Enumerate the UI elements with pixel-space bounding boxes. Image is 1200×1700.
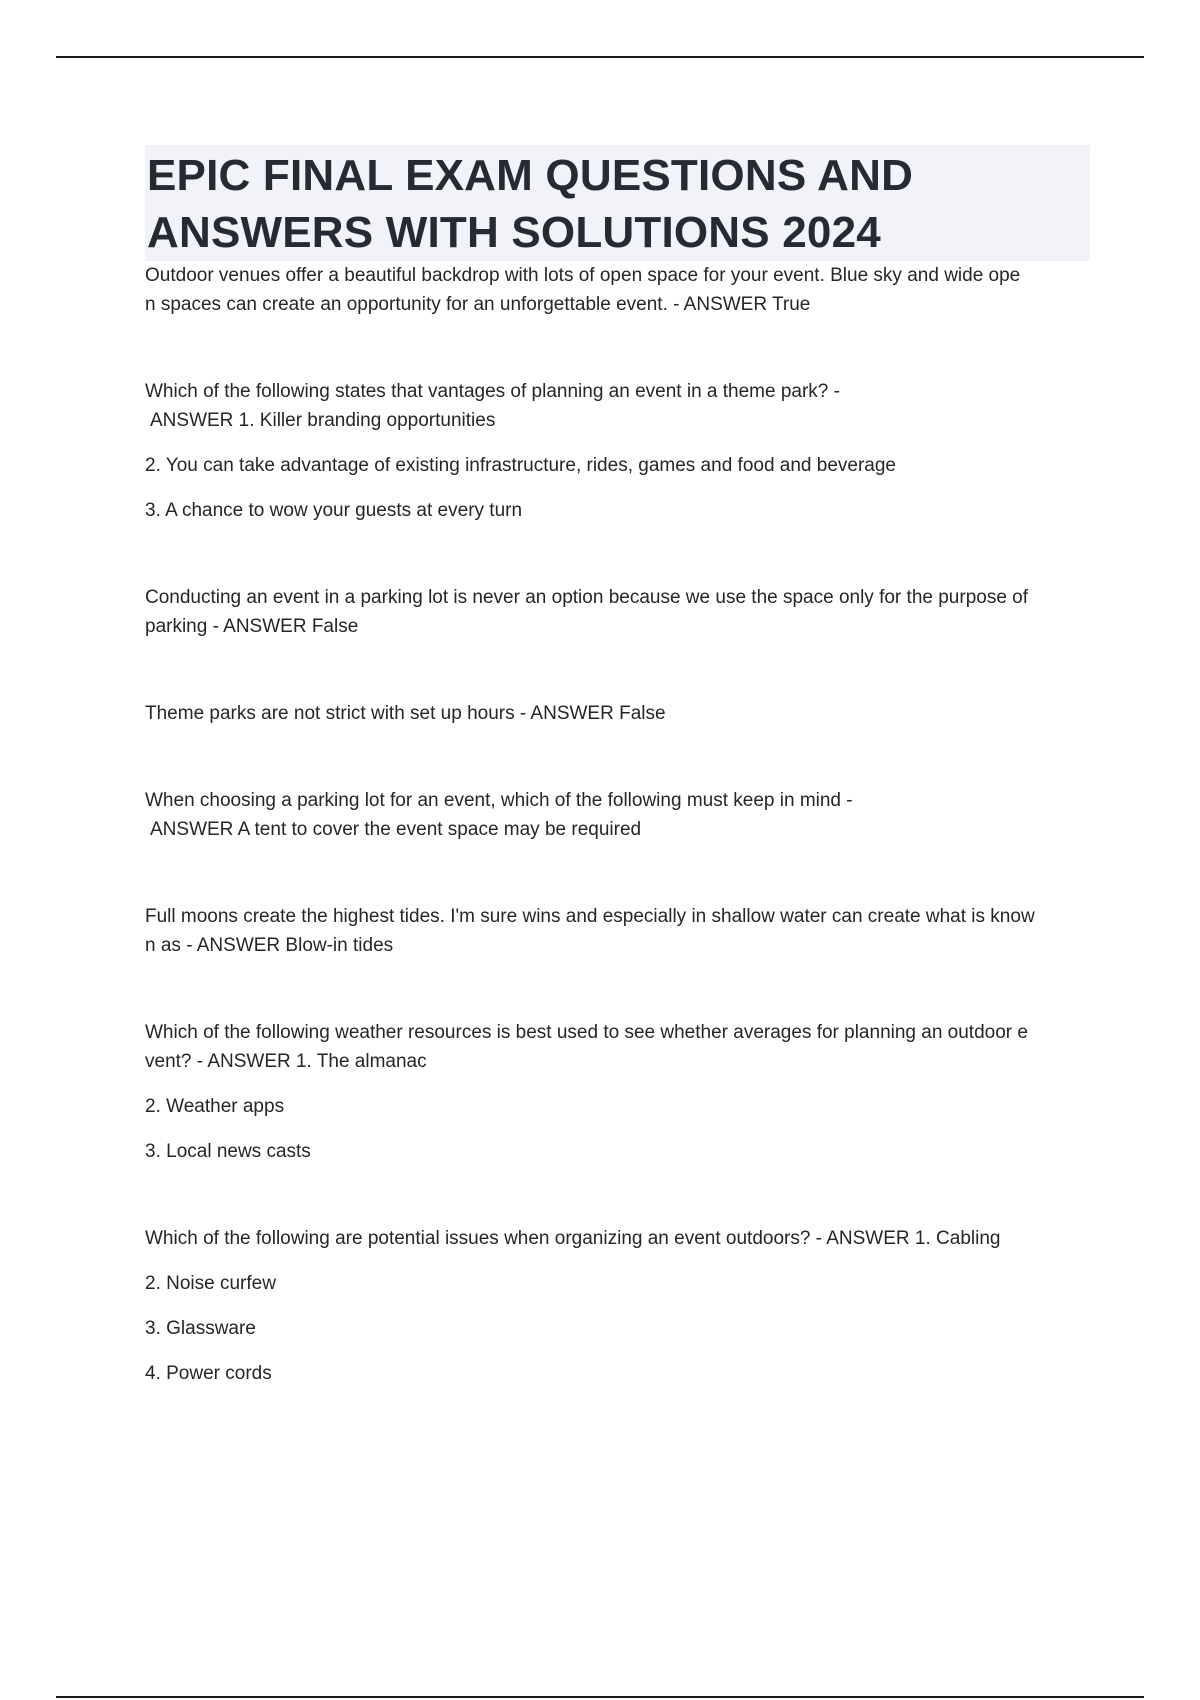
- question-text: Which of the following are potential issues when organizing an event outdoors? - ANSWER 1. Cabling: [145, 1228, 1001, 1249]
- question-text: When choosing a parking lot for an event, which of the following must keep in mind -: [145, 790, 853, 811]
- qa-list: [145, 261, 1090, 1388]
- document-title: [145, 145, 1090, 261]
- document-body: [145, 145, 1090, 1446]
- top-rule: [56, 56, 1144, 58]
- answer-line: 2. You can take advantage of existing infrastructure, rides, games and food and beverage: [145, 455, 897, 476]
- question-text: Outdoor venues offer a beautiful backdrop with lots of open space for your event. Blue sky and wide ope: [145, 265, 1021, 286]
- question-text: Which of the following states that vantages of planning an event in a theme park? -: [145, 381, 840, 402]
- qa-item: [145, 583, 1090, 641]
- qa-item: [145, 1224, 1090, 1388]
- answer-line: 4. Power cords: [145, 1363, 272, 1384]
- title-line-1: EPIC FINAL EXAM QUESTIONS AND: [147, 151, 914, 200]
- qa-item: [145, 261, 1090, 319]
- qa-item: [145, 902, 1090, 960]
- answer-line: 2. Weather apps: [145, 1096, 285, 1117]
- answer-line: 2. Noise curfew: [145, 1273, 276, 1294]
- question-text-cont: n as - ANSWER Blow-in tides: [145, 935, 394, 956]
- answer-line: 3. A chance to wow your guests at every turn: [145, 500, 523, 521]
- question-text: Full moons create the highest tides. I'm sure wins and especially in shallow water can create what is know: [145, 906, 1035, 927]
- qa-item: [145, 1018, 1090, 1166]
- answer-line: 3. Glassware: [145, 1318, 256, 1339]
- qa-item: [145, 786, 1090, 844]
- question-text: Theme parks are not strict with set up hours - ANSWER False: [145, 703, 666, 724]
- title-line-2: ANSWERS WITH SOLUTIONS 2024: [147, 208, 881, 257]
- question-text: Conducting an event in a parking lot is never an option because we use the space only for the purpose of: [145, 587, 1029, 608]
- question-text-cont: n spaces can create an opportunity for an unforgettable event. - ANSWER True: [145, 294, 811, 315]
- answer-text: ANSWER 1. Killer branding opportunities: [150, 410, 496, 431]
- answer-line: 3. Local news casts: [145, 1141, 311, 1162]
- answer-text: ANSWER A tent to cover the event space may be required: [150, 819, 642, 840]
- question-text: Which of the following weather resources is best used to see whether averages for planning an outdoor e: [145, 1022, 1028, 1043]
- qa-item: [145, 377, 1090, 525]
- qa-item: [145, 699, 1090, 728]
- question-text-cont: parking - ANSWER False: [145, 616, 359, 637]
- bottom-rule: [56, 1696, 1144, 1698]
- question-text-cont: vent? - ANSWER 1. The almanac: [145, 1051, 427, 1072]
